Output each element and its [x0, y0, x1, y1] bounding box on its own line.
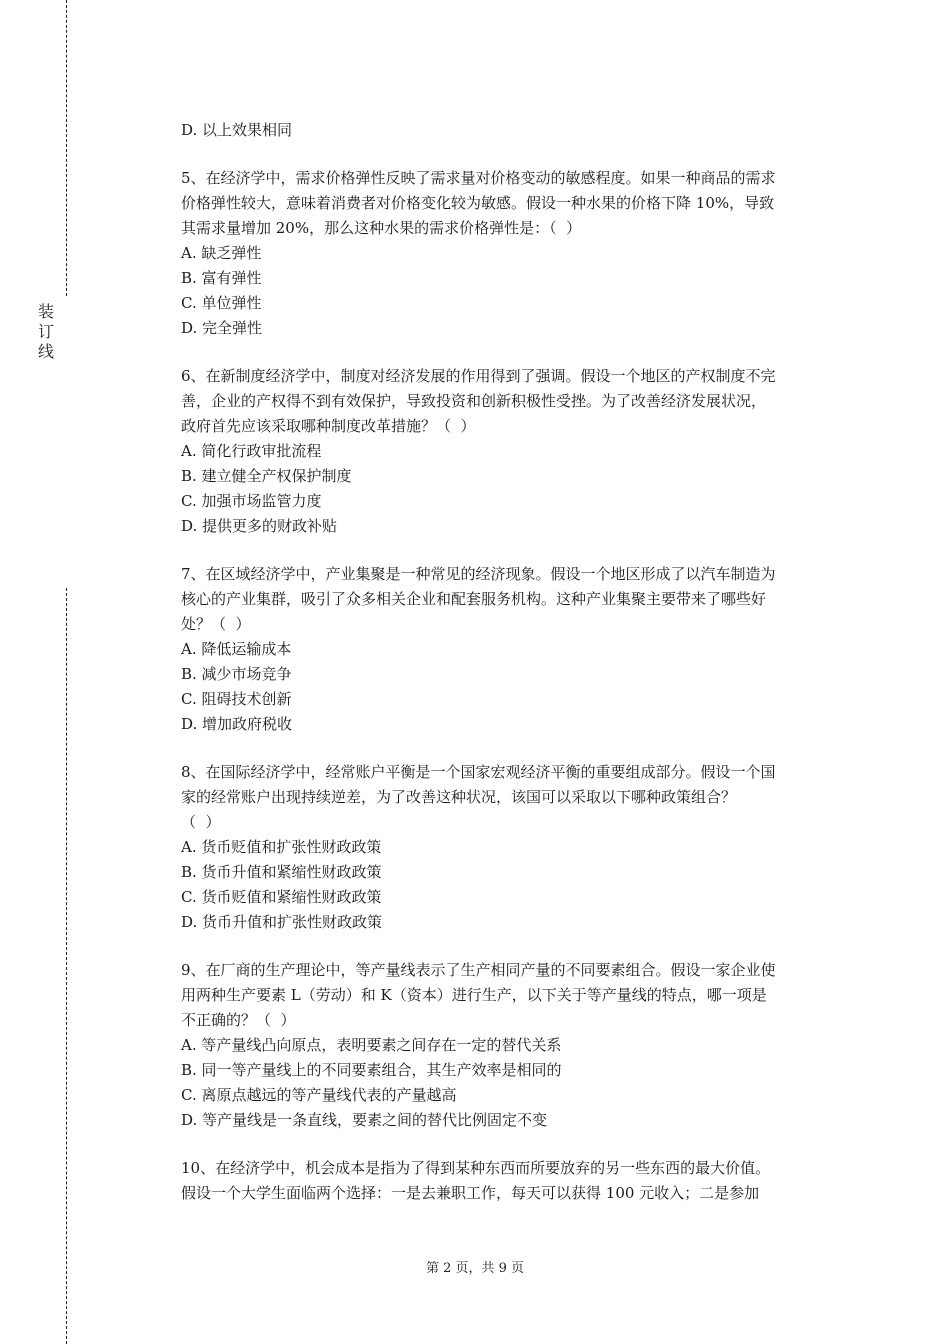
question-stem-line: 10、在经济学中，机会成本是指为了得到某种东西而所要放弃的另一些东西的最大价值。: [181, 1159, 771, 1177]
question-stem-line: 政府首先应该采取哪种制度改革措施？（ ）: [181, 417, 476, 435]
option-d: D. 提供更多的财政补贴: [181, 517, 338, 535]
option-a: A. 简化行政审批流程: [181, 442, 322, 460]
option-c: C. 单位弹性: [181, 294, 262, 312]
option-d: D. 完全弹性: [181, 319, 263, 337]
exam-content: [181, 118, 838, 1206]
option-a: A. 等产量线凸向原点，表明要素之间存在一定的替代关系: [181, 1036, 562, 1054]
question-9: [181, 958, 838, 1133]
option-a: A. 降低运输成本: [181, 640, 292, 658]
question-stem-line: 5、在经济学中，需求价格弹性反映了需求量对价格变动的敏感程度。如果一种商品的需求: [181, 169, 776, 187]
option-b: B. 建立健全产权保护制度: [181, 467, 352, 485]
binding-dashed-line-top: [66, 0, 67, 296]
binding-label: [36, 302, 56, 362]
question-stem-line: 8、在国际经济学中，经常账户平衡是一个国家宏观经济平衡的重要组成部分。假设一个国: [181, 763, 776, 781]
question-6: [181, 364, 838, 539]
question-10: [181, 1156, 838, 1206]
option-d: D. 增加政府税收: [181, 715, 293, 733]
binding-label-char: 线: [37, 342, 54, 361]
question-stem-line: 9、在厂商的生产理论中，等产量线表示了生产相同产量的不同要素组合。假设一家企业使: [181, 961, 776, 979]
question-stem-line: 处？（ ）: [181, 615, 251, 633]
binding-dashed-line-bottom: [66, 588, 67, 1344]
question-stem-line: 核心的产业集群，吸引了众多相关企业和配套服务机构。这种产业集聚主要带来了哪些好: [181, 590, 767, 608]
question-stem-line: 假设一个大学生面临两个选择：一是去兼职工作，每天可以获得 100 元收入；二是参加: [181, 1184, 760, 1202]
option-b: B. 富有弹性: [181, 269, 262, 287]
option-d: D. 等产量线是一条直线，要素之间的替代比例固定不变: [181, 1111, 548, 1129]
question-stem-line: （ ）: [181, 813, 221, 831]
question-stem-line: 善，企业的产权得不到有效保护，导致投资和创新积极性受挫。为了改善经济发展状况，: [181, 392, 767, 410]
option-b: B. 货币升值和紧缩性财政政策: [181, 863, 382, 881]
option-a: A. 货币贬值和扩张性财政政策: [181, 838, 382, 856]
question-stem-line: 用两种生产要素 L（劳动）和 K（资本）进行生产，以下关于等产量线的特点，哪一项是: [181, 986, 767, 1004]
question-8: [181, 760, 838, 935]
option-c: C. 离原点越远的等产量线代表的产量越高: [181, 1086, 457, 1104]
question-5: [181, 166, 838, 341]
page-number: 第 2 页，共 9 页: [425, 1261, 525, 1276]
option-b: B. 同一等产量线上的不同要素组合，其生产效率是相同的: [181, 1061, 562, 1079]
option-c: C. 货币贬值和紧缩性财政政策: [181, 888, 382, 906]
option-c: C. 阻碍技术创新: [181, 690, 292, 708]
option-b: B. 减少市场竞争: [181, 665, 292, 683]
question-7: [181, 562, 838, 737]
option-c: C. 加强市场监管力度: [181, 492, 322, 510]
previous-question-option: D. 以上效果相同: [181, 121, 293, 139]
option-d: D. 货币升值和扩张性财政政策: [181, 913, 383, 931]
question-stem-line: 家的经常账户出现持续逆差，为了改善这种状况，该国可以采取以下哪种政策组合？: [181, 788, 737, 806]
binding-label-char: 订: [37, 322, 54, 341]
question-stem-line: 6、在新制度经济学中，制度对经济发展的作用得到了强调。假设一个地区的产权制度不完: [181, 367, 776, 385]
question-stem-line: 其需求量增加 20%，那么这种水果的需求价格弹性是：（ ）: [181, 219, 582, 237]
question-stem-line: 价格弹性较大，意味着消费者对价格变化较为敏感。假设一种水果的价格下降 10%，导致: [181, 194, 775, 212]
question-stem-line: 不正确的？（ ）: [181, 1011, 296, 1029]
binding-label-char: 装: [37, 302, 54, 321]
option-a: A. 缺乏弹性: [181, 244, 262, 262]
question-stem-line: 7、在区域经济学中，产业集聚是一种常见的经济现象。假设一个地区形成了以汽车制造为: [181, 565, 776, 583]
